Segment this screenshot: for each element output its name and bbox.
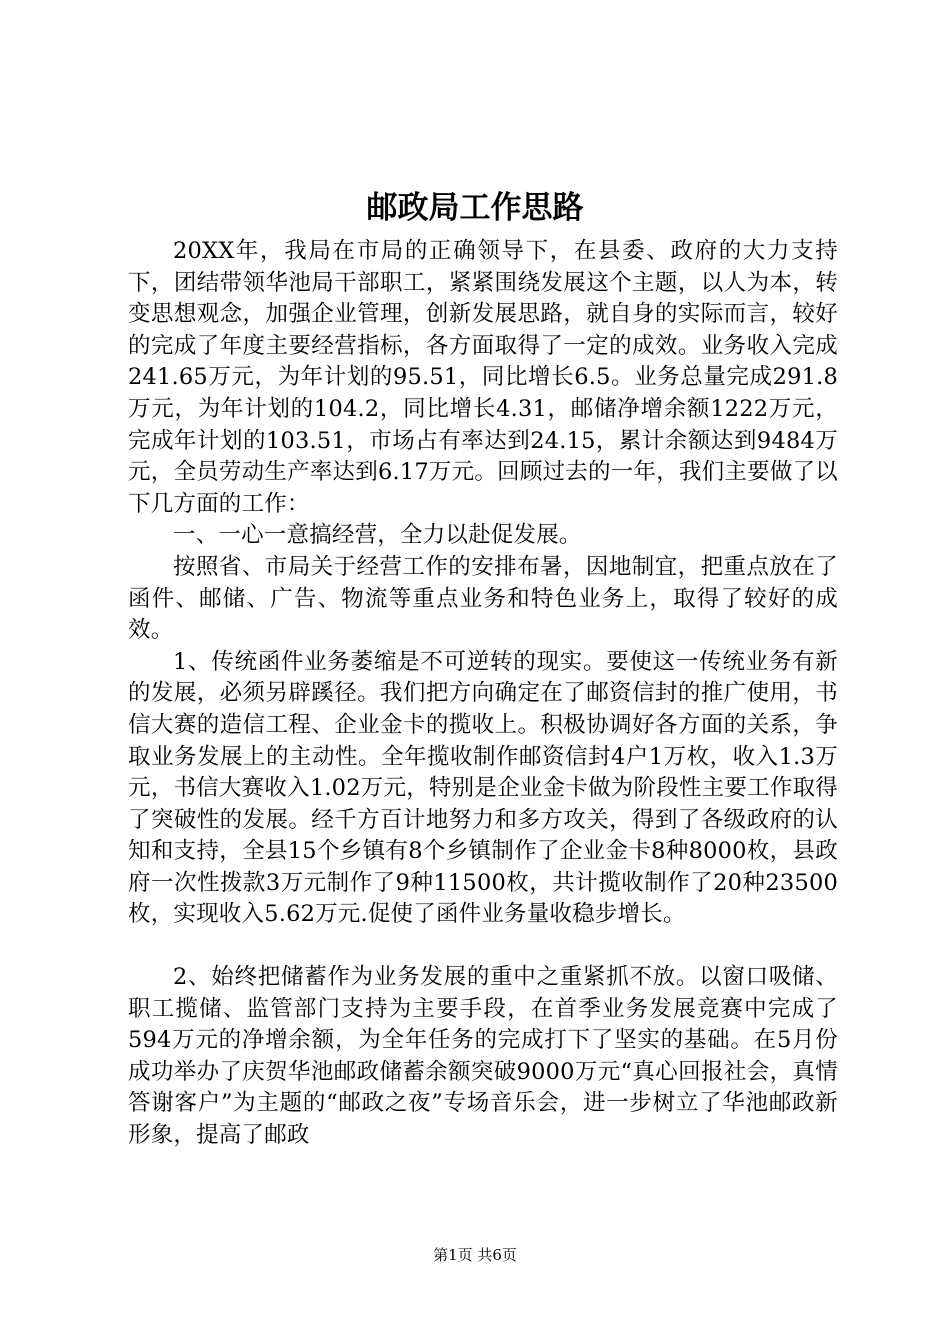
section-heading-1: 一、一心一意搞经营，全力以赴促发展。 bbox=[173, 522, 582, 549]
document-title: 邮政局工作思路 bbox=[366, 190, 584, 226]
paragraph-section-1: 按照省、市局关于经营工作的安排布暑，因地制宜，把重点放在了函件、邮储、广告、物流等重点业务和特色业务上，取得了较好的成效。 bbox=[128, 553, 838, 644]
page-number-footer: 第1页 共6页 bbox=[433, 1246, 517, 1264]
paragraph-intro: 20XX年，我局在市局的正确领导下，在县委、政府的大力支持下，团结带领华池局干部职工，紧紧围绕发展这个主题，以人为本，转变思想观念，加强企业管理，创新发展思路，就自身的实际而言，较好的完成了年度主要经营指标，各方面取得了一定的成效。业务收入完成241.65万元，为年计划的95.51，同比增长6.5。业务总量完成291.8万元，为年计划的104.2，同比增长4.31，邮储净增余额1222万元，完成年计划的103.51，市场占有率达到24.15，累计余额达到9484万元，全员劳动生产率达到6.17万元。回顾过去的一年，我们主要做了以下几方面的工作： bbox=[128, 238, 838, 517]
paragraph-item-2: 2、始终把储蓄作为业务发展的重中之重紧抓不放。以窗口吸储、职工揽储、监管部门支持为主要手段，在首季业务发展竞赛中完成了594万元的净增余额，为全年任务的完成打下了坚实的基础。在5月份成功举办了庆贺华池邮政储蓄余额突破9000万元“真心回报社会，真情答谢客户”为主题的“邮政之夜”专场音乐会，进一步树立了华池邮政新形象，提高了邮政 bbox=[128, 964, 838, 1149]
document-body bbox=[128, 236, 838, 1152]
paragraph-item-1: 1、传统函件业务萎缩是不可逆转的现实。要使这一传统业务有新的发展，必须另辟蹊径。我们把方向确定在了邮资信封的推广使用，书信大赛的造信工程、企业金卡的揽收上。积极协调好各方面的关系，争取业务发展上的主动性。全年揽收制作邮资信封4户1万枚，收入1.3万元，书信大赛收入1.02万元，特别是企业金卡做为阶段性主要工作取得了突破性的发展。经千方百计地努力和多方攻关，得到了各级政府的认知和支持，全县15个乡镇有8个乡镇制作了企业金卡8种8000枚，县政府一次性拨款3万元制作了9种11500枚，共计揽收制作了20种23500枚，实现收入5.62万元.促使了函件业务量收稳步增长。 bbox=[128, 648, 838, 928]
